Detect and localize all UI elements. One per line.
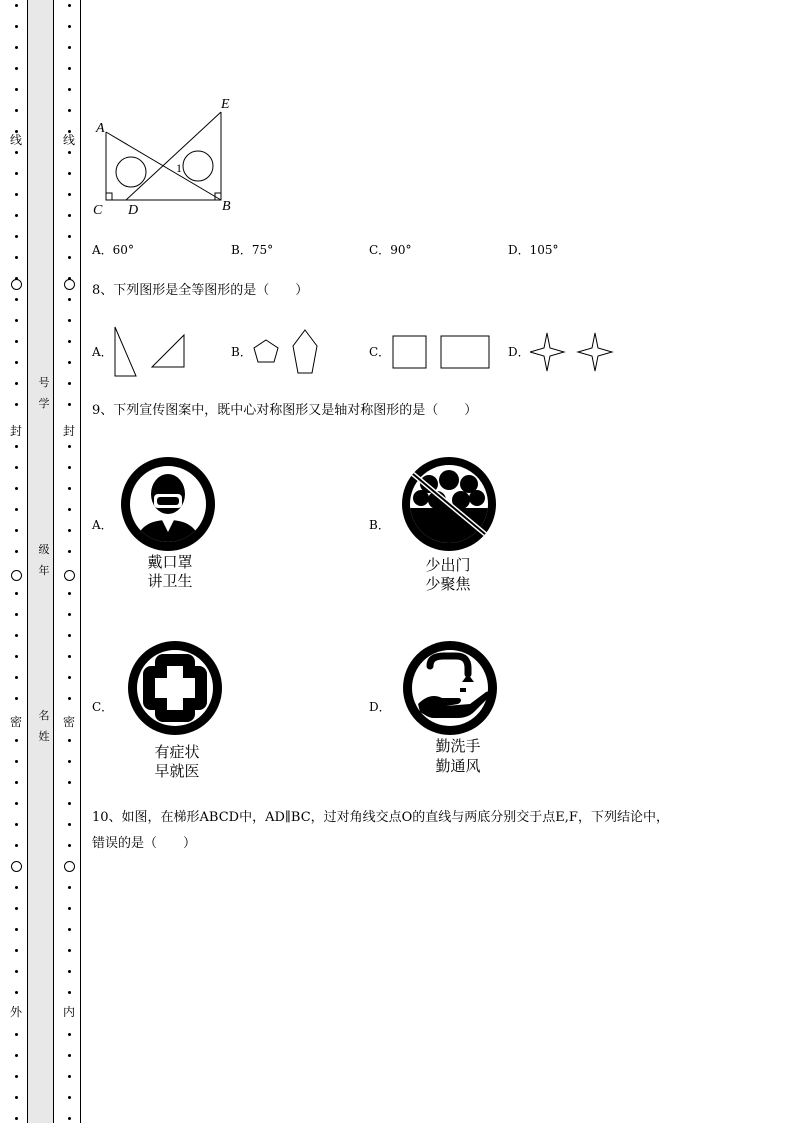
q9-stem: 9、下列宣传图案中，既中心对称图形又是轴对称图形的是（ ）: [92, 403, 478, 418]
binding-dot: [15, 151, 18, 154]
binding-dot: [15, 466, 18, 469]
binding-dot: [68, 4, 71, 7]
binding-dot: [15, 256, 18, 259]
binding-dot: [15, 88, 18, 91]
binding-dot: [68, 928, 71, 931]
label-d: D: [128, 203, 139, 218]
outer-mark-xian: 线: [9, 133, 22, 147]
binding-dot: [68, 466, 71, 469]
q8-option-c-rectangles: [390, 334, 495, 372]
q9-option-c-caption-2: 早就医: [154, 762, 200, 780]
inner-mark-nei: 内: [62, 1005, 75, 1019]
q9-option-b-letter: B．: [369, 518, 390, 532]
q9-option-d-letter: D．: [369, 700, 391, 714]
binding-dot: [68, 844, 71, 847]
q8-option-a-letter: A．: [92, 345, 113, 359]
margin-border-line: [80, 0, 81, 1123]
binding-dot: [68, 970, 71, 973]
binding-dot: [15, 949, 18, 952]
binding-dot: [68, 88, 71, 91]
binding-dot: [15, 46, 18, 49]
binding-dot: [68, 529, 71, 532]
outer-dotted-line: [12, 0, 22, 1123]
binding-dot: [15, 613, 18, 616]
binding-dot: [15, 508, 18, 511]
binding-dot: [15, 844, 18, 847]
binding-dot: [15, 970, 18, 973]
binding-dot: [68, 487, 71, 490]
q9-option-a-caption-2: 讲卫生: [147, 572, 193, 590]
binding-dot: [15, 445, 18, 448]
q7-geometry-figure: [90, 92, 240, 220]
q10-stem-line-1: 10、如图，在梯形ABCD中，AD∥BC，过对角线交点O的直线与两底分别交于点E,F，下列结论中，: [92, 810, 669, 825]
q9-option-d-caption-2: 勤通风: [435, 757, 481, 775]
binding-dot: [15, 991, 18, 994]
binding-dot: [68, 151, 71, 154]
binding-dot: [68, 445, 71, 448]
binding-dot: [68, 46, 71, 49]
grade-label-b: 年: [38, 564, 50, 577]
binding-dot: [15, 676, 18, 679]
binding-dot: [15, 823, 18, 826]
binding-dot: [68, 613, 71, 616]
info-strip: [27, 0, 54, 1123]
binding-dot: [68, 823, 71, 826]
binding-dot: [15, 25, 18, 28]
binding-dot: [68, 1075, 71, 1078]
binding-dot: [68, 382, 71, 385]
q9-option-c-letter: C．: [92, 700, 114, 714]
binding-dot: [15, 340, 18, 343]
binding-dot: [15, 1096, 18, 1099]
label-c: C: [93, 203, 103, 218]
binding-dot: [15, 739, 18, 742]
outer-mark-wai: 外: [9, 1005, 22, 1019]
binding-dot: [68, 403, 71, 406]
binding-dot: [15, 697, 18, 700]
q7-option-d: D．105°: [508, 243, 559, 257]
binding-dot: [15, 319, 18, 322]
binding-dot: [15, 550, 18, 553]
student-id-label-b: 学: [38, 397, 50, 410]
outer-circle-mark: [11, 861, 22, 872]
angle-1-label: 1: [176, 161, 182, 175]
binding-dot: [68, 1054, 71, 1057]
inner-circle-mark: [64, 861, 75, 872]
binding-dot: [15, 1033, 18, 1036]
binding-dot: [15, 529, 18, 532]
q7-option-b: B．75°: [231, 243, 274, 257]
mask-face-icon: [118, 456, 218, 556]
q9-option-a-caption-1: 戴口罩: [147, 553, 193, 571]
binding-dot: [15, 634, 18, 637]
binding-dot: [68, 109, 71, 112]
binding-dot: [15, 235, 18, 238]
q9-option-c-caption-1: 有症状: [154, 743, 200, 761]
q9-option-b-caption-1: 少出门: [425, 556, 471, 574]
binding-dot: [15, 886, 18, 889]
binding-dot: [15, 193, 18, 196]
q7-option-c: C．90°: [369, 243, 412, 257]
outer-circle-mark: [11, 570, 22, 581]
binding-dot: [68, 214, 71, 217]
binding-dot: [68, 760, 71, 763]
binding-dot: [68, 781, 71, 784]
binding-dot: [68, 907, 71, 910]
binding-dot: [68, 235, 71, 238]
label-b: B: [222, 199, 231, 214]
binding-dot: [68, 25, 71, 28]
binding-dot: [15, 781, 18, 784]
binding-dot: [68, 319, 71, 322]
binding-dot: [68, 739, 71, 742]
label-a: A: [96, 121, 105, 136]
binding-dot: [15, 928, 18, 931]
binding-dot: [15, 403, 18, 406]
binding-dot: [15, 382, 18, 385]
binding-dot: [68, 592, 71, 595]
binding-dot: [68, 550, 71, 553]
binding-dot: [15, 907, 18, 910]
grade-label-a: 级: [38, 543, 50, 556]
medical-cross-icon: [125, 640, 225, 740]
binding-dot: [68, 67, 71, 70]
binding-dot: [15, 760, 18, 763]
binding-dot: [15, 214, 18, 217]
inner-dotted-line: [65, 0, 75, 1123]
binding-dot: [68, 802, 71, 805]
binding-dot: [68, 1033, 71, 1036]
binding-dot: [68, 991, 71, 994]
q8-option-d-letter: D．: [508, 345, 530, 359]
binding-dot: [68, 1096, 71, 1099]
binding-dot: [68, 298, 71, 301]
binding-dot: [68, 949, 71, 952]
binding-dot: [15, 109, 18, 112]
binding-dot: [15, 487, 18, 490]
binding-dot: [68, 256, 71, 259]
q8-option-b-letter: B．: [231, 345, 252, 359]
q8-option-b-pentagons: [250, 328, 325, 378]
binding-dot: [68, 655, 71, 658]
q7-option-a: A．60°: [92, 243, 134, 257]
binding-dot: [68, 886, 71, 889]
binding-dot: [15, 298, 18, 301]
inner-circle-mark: [64, 279, 75, 290]
q10-stem-line-2: 错误的是（ ）: [92, 836, 197, 851]
q8-option-a-triangles: [110, 325, 190, 380]
student-id-label-a: 号: [38, 376, 50, 389]
name-label-b: 姓: [38, 730, 50, 743]
outer-circle-mark: [11, 279, 22, 290]
inner-mark-mi: 密: [62, 715, 75, 729]
binding-dot: [15, 67, 18, 70]
label-e: E: [221, 97, 230, 112]
binding-dot: [68, 193, 71, 196]
binding-dot: [15, 655, 18, 658]
binding-dot: [15, 172, 18, 175]
q8-option-d-stars: [530, 331, 615, 373]
inner-mark-feng: 封: [62, 424, 75, 438]
name-label-a: 名: [38, 709, 50, 722]
outer-mark-feng: 封: [9, 424, 22, 438]
binding-dot: [15, 592, 18, 595]
binding-dot: [68, 1117, 71, 1120]
inner-circle-mark: [64, 570, 75, 581]
q8-stem: 8、下列图形是全等图形的是（ ）: [92, 283, 309, 298]
hand-washing-icon: [400, 640, 500, 740]
binding-dot: [15, 802, 18, 805]
binding-dot: [68, 172, 71, 175]
binding-dot: [68, 361, 71, 364]
binding-dot: [15, 361, 18, 364]
q8-option-c-letter: C．: [369, 345, 391, 359]
binding-dot: [68, 634, 71, 637]
inner-mark-xian: 线: [62, 133, 75, 147]
binding-dot: [68, 508, 71, 511]
binding-dot: [15, 1075, 18, 1078]
q9-option-b-caption-2: 少聚焦: [425, 575, 471, 593]
binding-dot: [15, 1117, 18, 1120]
outer-mark-mi: 密: [9, 715, 22, 729]
binding-dot: [68, 340, 71, 343]
binding-dot: [68, 676, 71, 679]
crowd-crossed-icon: [399, 456, 499, 556]
binding-dot: [15, 4, 18, 7]
q9-option-a-letter: A．: [92, 518, 113, 532]
q9-option-d-caption-1: 勤洗手: [435, 737, 481, 755]
binding-dot: [68, 697, 71, 700]
binding-dot: [15, 1054, 18, 1057]
